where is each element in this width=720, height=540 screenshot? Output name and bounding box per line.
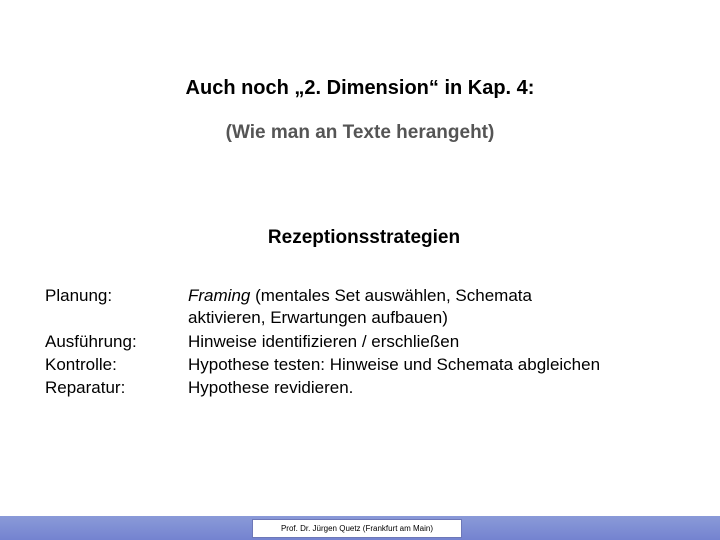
strategy-label: Kontrolle:	[45, 355, 117, 374]
strategy-description: Hinweise identifizieren / erschließen	[188, 332, 460, 351]
strategy-label: Reparatur:	[45, 378, 126, 397]
strategy-description-text: (mentales Set auswählen, Schemata	[250, 286, 532, 305]
strategy-description: Hypothese testen: Hinweise und Schemata abgleichen	[188, 355, 601, 374]
strategy-label: Planung:	[45, 286, 113, 305]
strategy-description: Hypothese revidieren.	[188, 378, 354, 397]
slide-title: Auch noch „2. Dimension“ in Kap. 4:	[185, 77, 535, 99]
strategy-description	[188, 285, 708, 329]
slide-subtitle: (Wie man an Texte herangeht)	[225, 122, 495, 143]
section-heading: Rezeptionsstrategien	[267, 227, 461, 248]
framing-term: Framing	[188, 286, 251, 305]
strategy-label: Ausführung:	[45, 332, 137, 351]
footer-author: Prof. Dr. Jürgen Quetz (Frankfurt am Main)	[252, 519, 462, 538]
strategy-description-line2: aktivieren, Erwartungen aufbauen)	[188, 308, 448, 327]
